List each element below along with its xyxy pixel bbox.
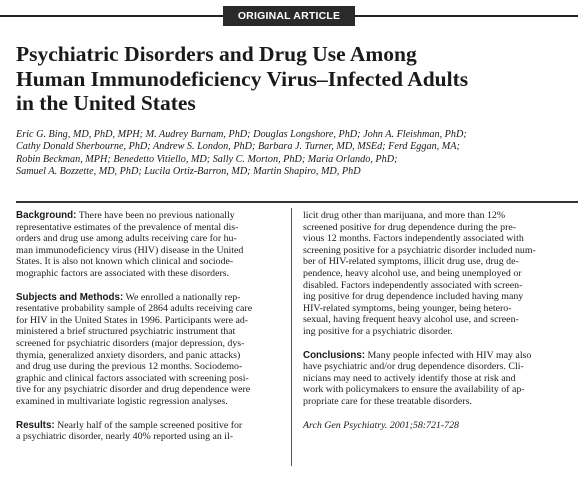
section-badge: ORIGINAL ARTICLE bbox=[223, 6, 355, 26]
methods-text: tive for any psychiatric disorder and drug dependence were bbox=[16, 384, 251, 396]
author-line: Eric G. Bing, MD, PhD, MPH; M. Audrey Burnam, PhD; Douglas Longshore, PhD; John A. Fleishman, PhD; bbox=[16, 129, 467, 140]
background-heading: Background: bbox=[16, 210, 77, 221]
conclusions-text: work with policymakers to ensure the availability of ap- bbox=[303, 384, 525, 396]
author-line: Samuel A. Bozzette, MD, PhD; Lucila Ortiz-Barron, MD; Martin Shapiro, MD, PhD bbox=[16, 165, 361, 177]
methods-text: We enrolled a nationally rep- bbox=[123, 291, 241, 303]
background-section bbox=[16, 210, 280, 280]
background-text: mographic factors are associated with these disorders. bbox=[16, 267, 230, 279]
results-text: pendence, heavy alcohol use, and being unemployed or bbox=[303, 267, 522, 279]
results-text: a psychiatric disorder, nearly 40% reported using an il- bbox=[16, 431, 234, 443]
results-text: ber of HIV-related symptoms, illicit drug use, drug de- bbox=[303, 256, 519, 268]
methods-text: and drug use during the previous 12 months. Sociodemo- bbox=[16, 361, 243, 373]
results-section bbox=[16, 420, 280, 443]
journal-citation: Arch Gen Psychiatry. 2001;58:721-728 bbox=[303, 419, 459, 431]
methods-heading: Subjects and Methods: bbox=[16, 291, 124, 303]
conclusions-heading: Conclusions: bbox=[303, 349, 366, 361]
author-line: Robin Beckman, MPH; Benedetto Vitiello, MD; Sally C. Morton, PhD; Maria Orlando, PhD; bbox=[16, 153, 398, 165]
results-text: ing positive for a psychiatric disorder. bbox=[303, 325, 453, 337]
methods-text: for HIV in the United States in 1996. Participants were ad- bbox=[16, 314, 249, 326]
results-text: disabled. Factors independently associated with screen- bbox=[303, 279, 523, 291]
methods-text: graphic and clinical factors associated with screening posi- bbox=[16, 372, 249, 384]
background-text: There have been no previous nationally bbox=[76, 210, 235, 221]
abstract-rule bbox=[16, 201, 578, 203]
methods-text: resentative probability sample of 2864 adults receiving care bbox=[16, 303, 253, 315]
results-text: sexual, having frequent heavy alcohol use, and screen- bbox=[303, 314, 519, 326]
background-text: man immunodeficiency virus (HIV) disease in the United bbox=[16, 244, 244, 256]
conclusions-text: have psychiatric and/or drug dependence disorders. Cli- bbox=[303, 361, 524, 373]
results-continuation bbox=[303, 210, 565, 338]
results-text: screening positive for a psychiatric disorder included num- bbox=[303, 244, 536, 256]
conclusions-text: Many people infected with HIV may also bbox=[365, 349, 532, 361]
methods-text: thymia, generalized anxiety disorders, and panic attacks) bbox=[16, 349, 241, 361]
methods-text: examined in multivariate logistic regression analyses. bbox=[16, 395, 228, 407]
title-line: in the United States bbox=[16, 91, 196, 115]
methods-text: screened for psychiatric disorders (major depression, dys- bbox=[16, 337, 245, 349]
results-text: screened positive for drug dependence during the pre- bbox=[303, 221, 517, 233]
background-text: representative estimates of the prevalence of mental dis- bbox=[16, 221, 239, 233]
background-text: States. It is also not known which clinical and sociode- bbox=[16, 256, 234, 268]
results-text: vious 12 months. Factors independently associated with bbox=[303, 233, 524, 245]
results-text: Nearly half of the sample screened positive for bbox=[54, 419, 243, 431]
results-text: ing positive for drug dependence included having many bbox=[303, 291, 524, 303]
conclusions-text: propriate care for these treatable disorders. bbox=[303, 395, 472, 407]
article-title bbox=[16, 42, 564, 116]
background-text: orders and drug use among adults receiving care for hu- bbox=[16, 233, 237, 245]
methods-section bbox=[16, 292, 280, 408]
title-line: Human Immunodeficiency Virus–Infected Adults bbox=[16, 66, 469, 91]
methods-text: ministered a brief structured psychiatric instrument that bbox=[16, 326, 236, 338]
results-text: licit drug other than marijuana, and more than 12% bbox=[303, 210, 506, 221]
results-heading: Results: bbox=[16, 419, 55, 431]
conclusions-text: nicians may need to actively identify those at risk and bbox=[303, 372, 516, 384]
conclusions-section bbox=[303, 350, 565, 408]
abstract-right-column bbox=[303, 210, 565, 431]
author-line: Cathy Donald Sherbourne, PhD; Andrew S. London, PhD; Barbara J. Turner, MD, MSEd; Ferd Eggan, MA; bbox=[16, 141, 460, 153]
title-line: Psychiatric Disorders and Drug Use Among bbox=[16, 42, 417, 66]
results-text: HIV-related symptoms, being younger, being hetero- bbox=[303, 302, 512, 314]
abstract-left-column bbox=[16, 210, 280, 443]
column-divider bbox=[291, 208, 292, 466]
author-list bbox=[16, 129, 564, 178]
